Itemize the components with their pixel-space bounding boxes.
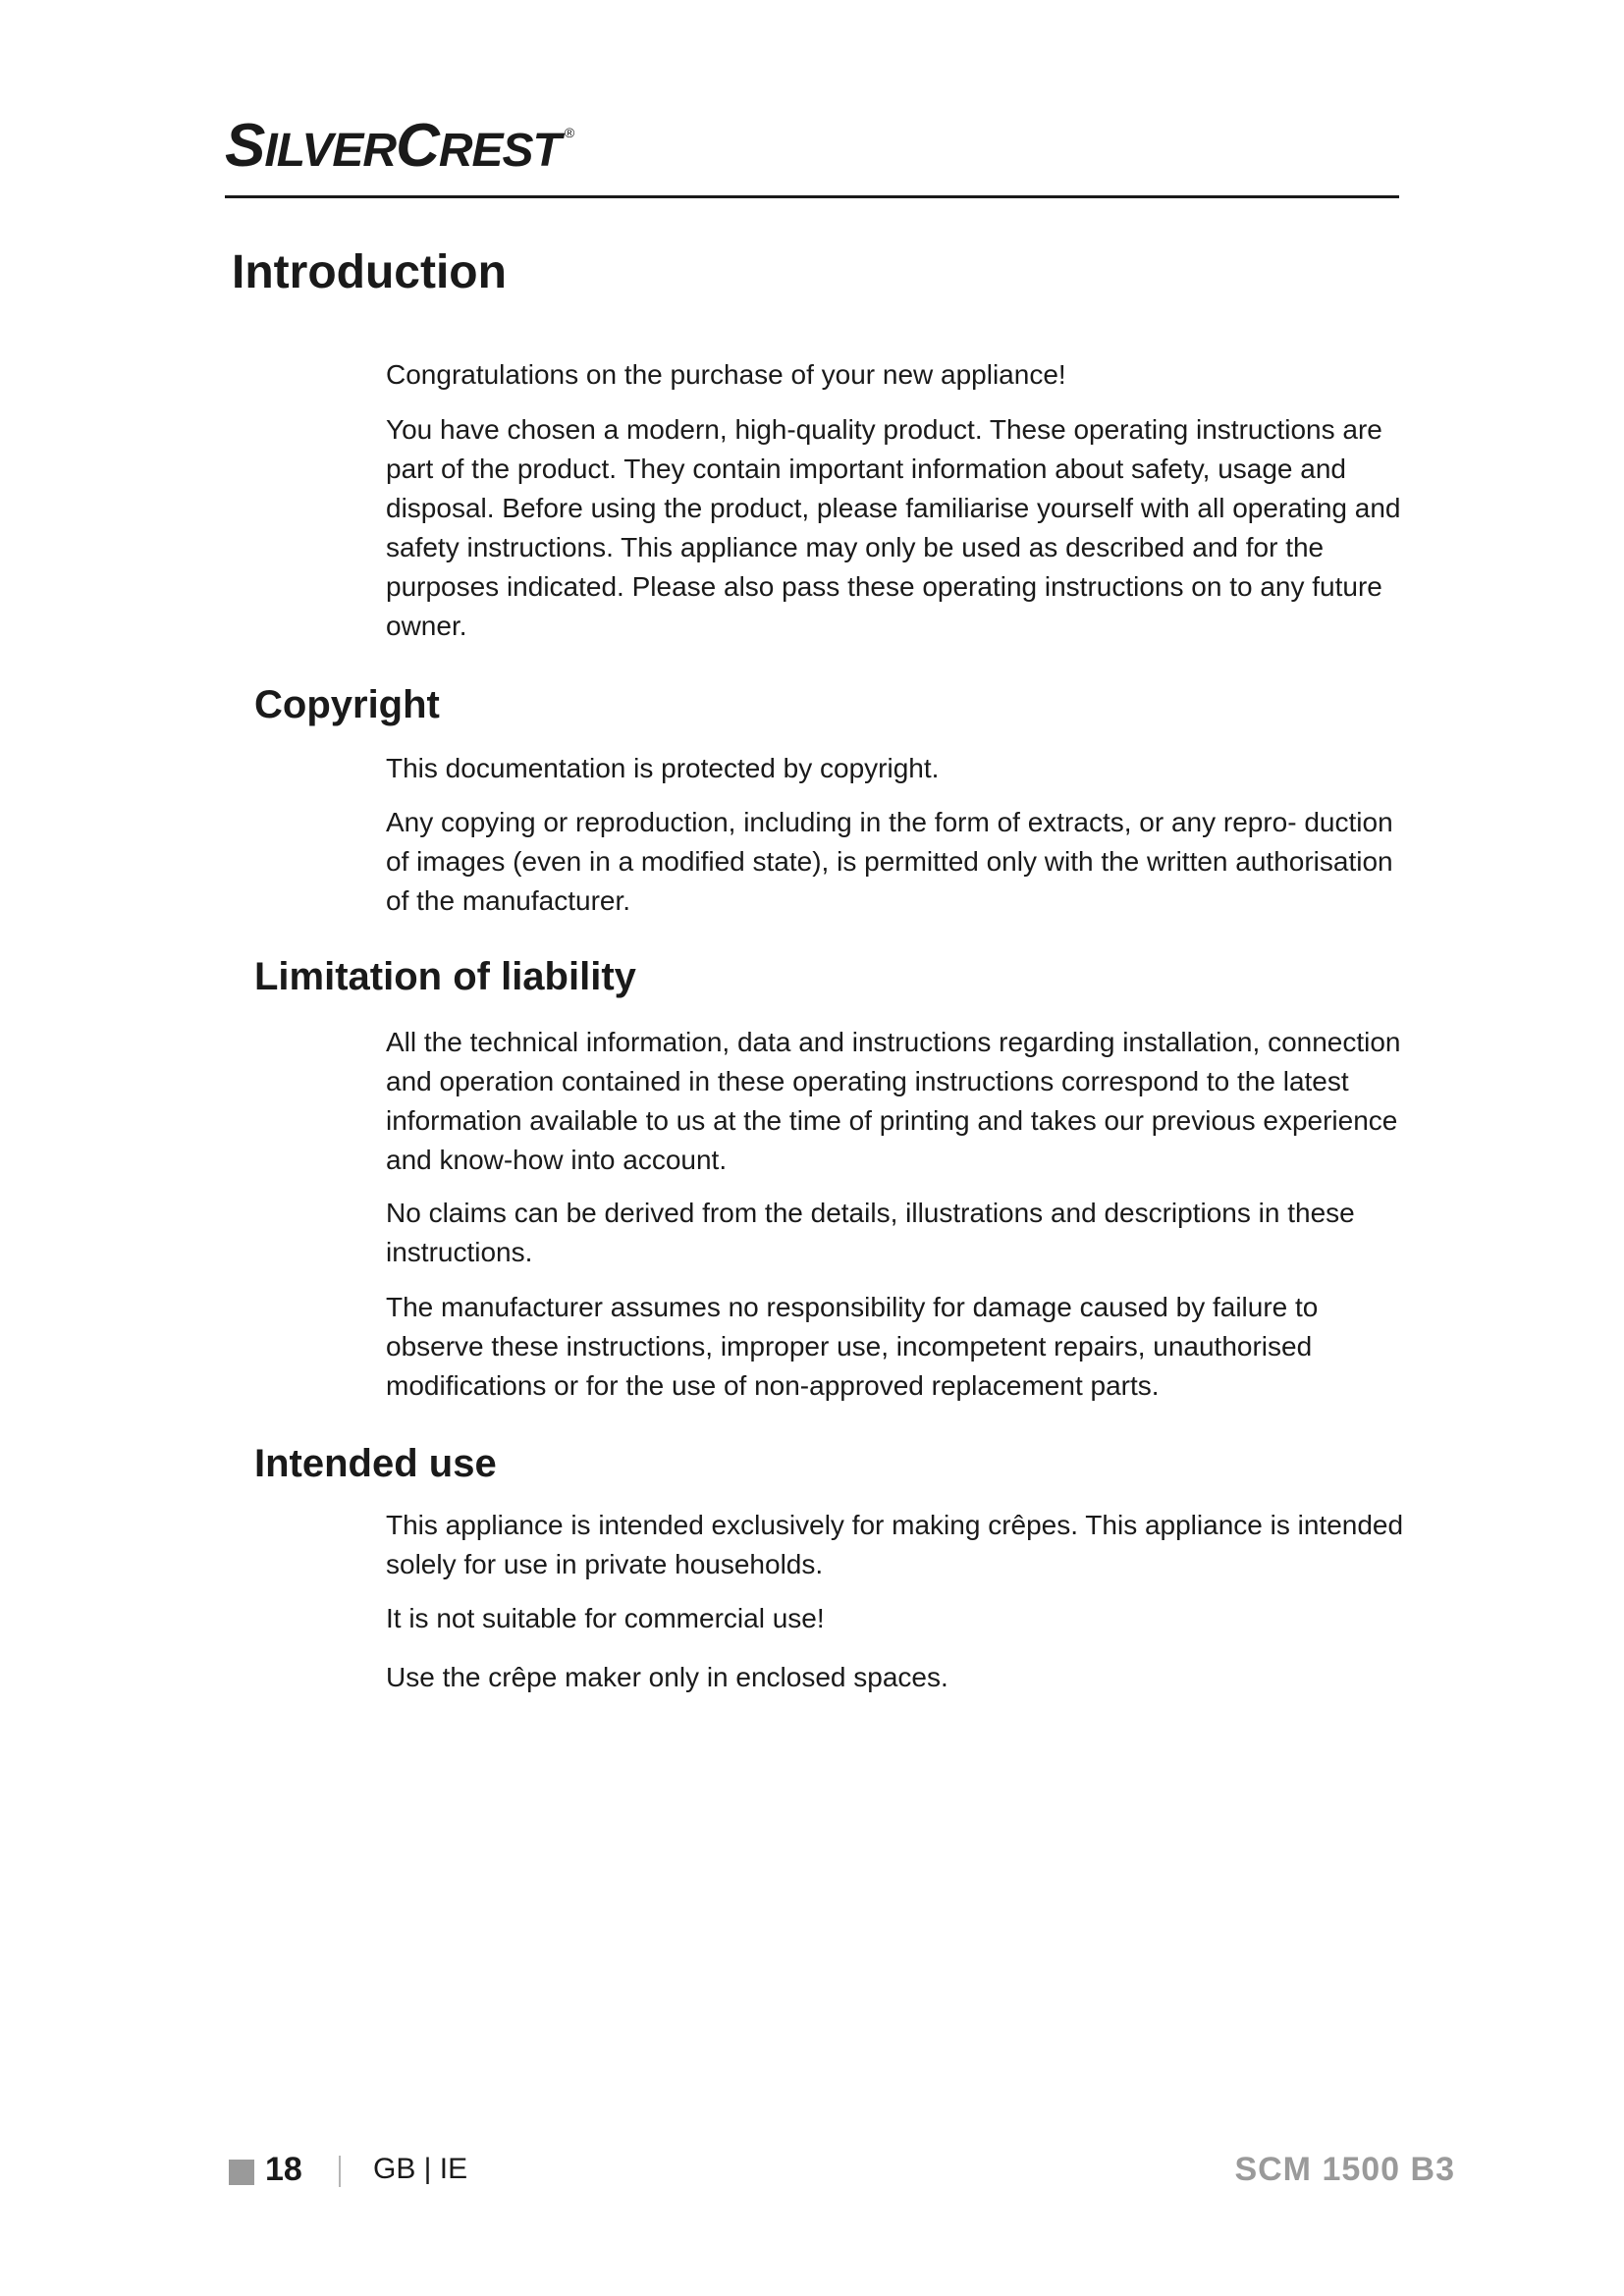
- intended-use-paragraph: This appliance is intended exclusively for making crêpes. This appliance is intended solely for use in private households.: [386, 1510, 1404, 1579]
- page-number: 18: [265, 2151, 302, 2188]
- page-title: Introduction: [232, 246, 507, 298]
- header-divider: [225, 195, 1399, 198]
- footer-divider: [339, 2156, 341, 2187]
- liability-paragraph: All the technical information, data and instructions regarding installation, connection and operation contained in these operating instructions correspond to the latest information available to us at the time of printing and takes our previous experience and know-how into account.: [386, 1027, 1401, 1175]
- model-number: SCM 1500 B3: [1234, 2151, 1455, 2188]
- intro-paragraph: Congratulations on the purchase of your new appliance!: [386, 359, 1066, 390]
- locale-label: GB | IE: [373, 2153, 468, 2185]
- brand-logo: SILVERCREST ®: [225, 112, 574, 180]
- section-heading-liability: Limitation of liability: [254, 955, 636, 998]
- intended-use-paragraph: Use the crêpe maker only in enclosed spaces.: [386, 1662, 948, 1692]
- intended-use-paragraph: It is not suitable for commercial use!: [386, 1603, 825, 1633]
- intro-paragraph: You have chosen a modern, high-quality product. These operating instructions are part of the product. They contain important information about safety, usage and disposal. Before using the product, please familiarise yourself with all operating and safety instructions. This appliance may only be used as described and for the purposes indicated. Please also pass these operating instructions on to any future owner.: [386, 414, 1401, 641]
- copyright-paragraph: Any copying or reproduction, including in the form of extracts, or any repro- duction of images (even in a modified state), is permitted only with the written authorisation of the manufacturer.: [386, 807, 1393, 916]
- liability-paragraph: No claims can be derived from the details, illustrations and descriptions in these instructions.: [386, 1198, 1355, 1267]
- registered-mark: ®: [564, 125, 574, 140]
- copyright-paragraph: This documentation is protected by copyright.: [386, 753, 940, 783]
- section-heading-copyright: Copyright: [254, 683, 440, 726]
- liability-paragraph: The manufacturer assumes no responsibility for damage caused by failure to observe these instructions, improper use, incompetent repairs, unauthorised modifications or for the use of non-approved replacement parts.: [386, 1292, 1319, 1401]
- footer-square-icon: [229, 2160, 254, 2185]
- section-heading-intended-use: Intended use: [254, 1442, 497, 1485]
